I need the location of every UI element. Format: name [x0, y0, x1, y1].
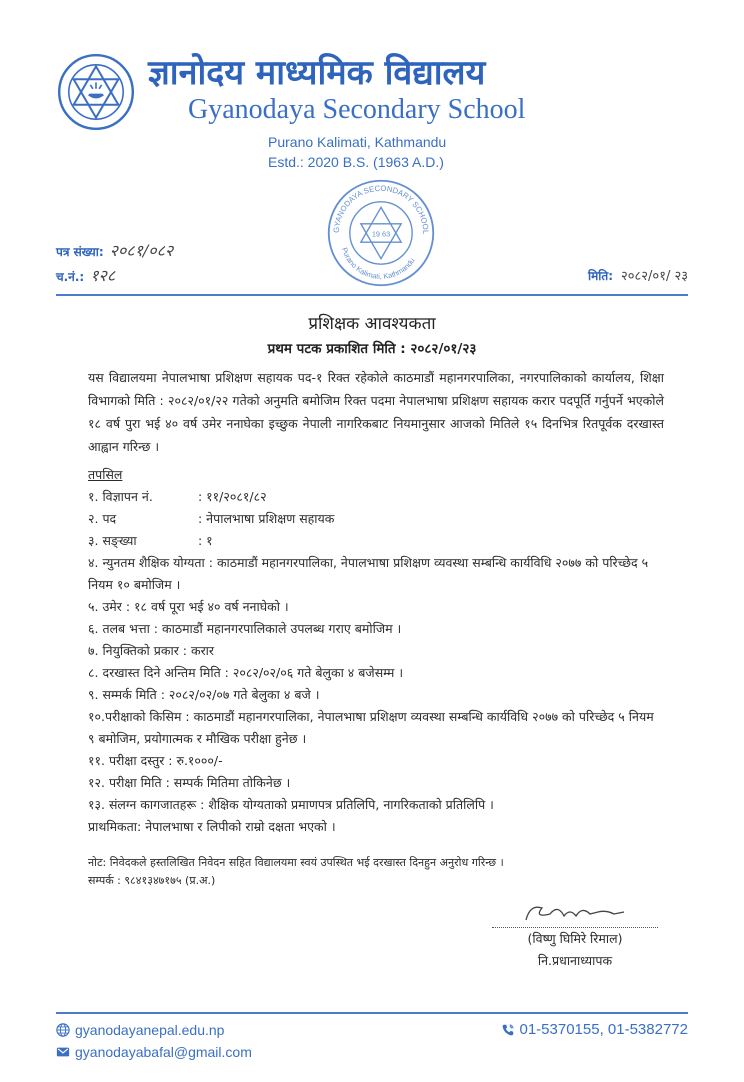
detail-item: ९. सम्मर्क मिति : २०८२/०२/०७ गते बेलुका ४ बजे ।: [88, 687, 320, 702]
priority-item: प्राथमिकता: नेपालभाषा र लिपीको राम्रो दक्षता भएको ।: [88, 819, 336, 834]
date-value: २०८२/०१/ २३: [621, 269, 688, 284]
email-link[interactable]: gyanodayabafal@gmail.com: [75, 1044, 252, 1060]
footer-links: [56, 1020, 252, 1062]
svg-text:GYANODAYA SECONDARY SCHOOL: [331, 184, 429, 235]
reference-row: [56, 178, 688, 288]
contact-text: सम्पर्क : ९८४१३४७१७५ (प्र.अ.): [88, 874, 216, 887]
footer: [56, 1012, 688, 1062]
reference-value: २०८१/०८२: [109, 241, 174, 260]
detail-label: ३. सङ्ख्या: [88, 533, 137, 548]
footer-email[interactable]: [56, 1042, 252, 1062]
stamp-year: 19 63: [371, 229, 390, 239]
detail-item: १०.परीक्षाको किसिम : काठमाडौं महानगरपालिका, नेपालभाषा प्रशिक्षण व्यवस्था सम्बन्धि कार्यविधि २०७७ को परिच्छेद ५ नियम ९ बमोजिम, प्रयोगात्मक र मौखिक परीक्षा हुनेछ ।: [88, 709, 654, 746]
reference-number: [56, 240, 173, 263]
established-year: Estd.: 2020 B.S. (1963 A.D.): [268, 154, 444, 170]
dispatch-label: च.नं.:: [56, 270, 85, 284]
school-name-english: Gyanodaya Secondary School: [188, 94, 526, 125]
school-stamp-icon: [326, 178, 436, 288]
detail-item: १३. संलग्न कागजातहरू : शैक्षिक योग्यताको प्रमाणपत्र प्रतिलिपि, नागरिकताको प्रतिलिपि ।: [88, 797, 494, 812]
letter-date: [588, 264, 688, 288]
signature-block: [480, 900, 670, 972]
detail-value: : १: [198, 533, 213, 548]
footer-row: [56, 1020, 688, 1062]
detail-value: : ११/२०८१/८२: [198, 489, 267, 504]
detail-row: [88, 486, 664, 508]
detail-item: ५. उमेर : १८ वर्ष पूरा भई ४० वर्ष ननाघेको ।: [88, 599, 289, 614]
stamp-outer-text: GYANODAYA SECONDARY SCHOOL: [331, 183, 430, 235]
detail-item: ६. तलब भत्ता : काठमाडौं महानगरपालिकाले उपलब्ध गराए बमोजिम ।: [88, 621, 402, 636]
signature-scribble-icon: [515, 900, 635, 926]
footer-website[interactable]: [56, 1020, 252, 1040]
detail-label: २. पद: [88, 511, 117, 526]
details-heading: तपसिल: [88, 467, 123, 482]
notice-subtitle: प्रथम पटक प्रकाशित मिति : २०८२/०१/२३: [267, 341, 477, 357]
school-name-nepali: ज्ञानोदय माध्यमिक विद्यालय: [148, 53, 486, 93]
letterhead: [56, 52, 688, 172]
detail-item: ८. दरखास्त दिने अन्तिम मिति : २०८२/०२/०६ गते बेलुका ४ बजेसम्म ।: [88, 665, 404, 680]
detail-row: [88, 530, 664, 552]
website-link[interactable]: gyanodayanepal.edu.np: [75, 1022, 225, 1038]
note-block: [88, 854, 664, 890]
globe-icon: [56, 1023, 70, 1037]
school-address: Purano Kalimati, Kathmandu: [268, 134, 447, 150]
detail-row: [88, 508, 664, 530]
detail-item: ४. न्युनतम शैक्षिक योग्यता : काठमाडौं महानगरपालिका, नेपालभाषा प्रशिक्षण व्यवस्था सम्बन्धि कार्यविधि २०७७ को परिच्छेद ५ नियम १० बमोजिम ।: [88, 555, 649, 592]
detail-label: १. विज्ञापन नं.: [88, 489, 153, 504]
signatory-name: (विष्णु घिमिरे रिमाल): [527, 931, 623, 946]
phone-numbers[interactable]: 01-5370155, 01-5382772: [519, 1021, 688, 1038]
address-block: [148, 132, 688, 172]
date-label: मिति:: [587, 269, 614, 283]
note-text: नोट: निवेदकले हस्तलिखित निवेदन सहित विद्यालयमा स्वयं उपस्थित भई दरखास्त दिनहुन अनुरोध गरिन्छ ।: [88, 856, 504, 869]
detail-item: ७. नियुक्तिको प्रकार : करार: [88, 643, 215, 658]
detail-item: १२. परीक्षा मिति : सम्पर्क मितिमा तोकिनेछ ।: [88, 775, 291, 790]
notice-paragraph: यस विद्यालयमा नेपालभाषा प्रशिक्षण सहायक पद-१ रिक्त रहेकोले काठमाडौं महानगरपालिका, नगरपालिकाको कार्यालय, शिक्षा विभागको मिति : २०८२/०१/२२ गतेको अनुमति बमोजिम रिक्त पदमा नेपालभाषा प्रशिक्षण सहायक करार पदपूर्ति गर्नुपर्ने भएकोले १८ वर्ष पुरा भई ४० वर्ष उमेर ननाघेका इच्छुक नेपाली नागरिकबाट नियमानुसार आजको मितिले १५ दिनभित्र रितपूर्वक दरखास्त आह्वान गरिन्छ ।: [88, 370, 664, 454]
dispatch-value: १२८: [90, 266, 116, 285]
reference-label: पत्र संख्या:: [56, 245, 104, 259]
letterhead-text: [148, 52, 688, 172]
notice-title: प्रशिक्षक आवश्यकता: [308, 314, 436, 334]
detail-item: ११. परीक्षा दस्तुर : रु.१०००/-: [88, 753, 223, 768]
mail-icon: [56, 1045, 70, 1059]
dispatch-number: [56, 265, 173, 288]
footer-phone[interactable]: [501, 1020, 689, 1040]
reference-block: [56, 240, 173, 288]
phone-icon: [501, 1023, 515, 1037]
school-logo-icon: [56, 52, 136, 132]
address-lines: [268, 132, 446, 172]
footer-divider: [56, 1012, 688, 1014]
stamp-bottom-text: Purano Kalimati, Kathmandu: [339, 246, 417, 281]
signatory-designation: नि.प्रधानाध्यापक: [537, 953, 613, 968]
details-list: [88, 464, 664, 838]
header-divider: [56, 294, 688, 296]
detail-value: : नेपालभाषा प्रशिक्षण सहायक: [198, 511, 335, 526]
